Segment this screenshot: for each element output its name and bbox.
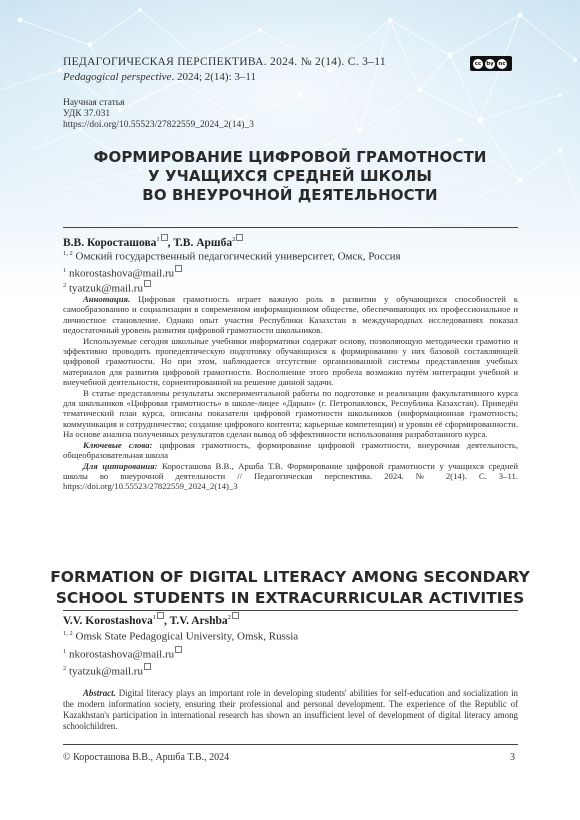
abstract-label: Аннотация. bbox=[83, 294, 131, 304]
article-title-ru bbox=[70, 148, 510, 205]
title-ru-line: У УЧАЩИХСЯ СРЕДНЕЙ ШКОЛЫ bbox=[148, 167, 432, 185]
external-link-icon[interactable] bbox=[175, 646, 182, 653]
external-link-icon[interactable] bbox=[144, 663, 151, 670]
udc-code: УДК 37.031 bbox=[63, 109, 111, 119]
author-separator: , bbox=[167, 236, 174, 249]
email-en-1 bbox=[63, 646, 182, 661]
author-sup: 2 bbox=[227, 614, 231, 621]
email-link[interactable]: nkorostashova@mail.ru bbox=[69, 648, 175, 661]
article-type: Научная статья bbox=[63, 98, 125, 108]
authors-en bbox=[63, 612, 239, 627]
author-name: V.V. Korostashova bbox=[63, 614, 153, 627]
abstract-ru bbox=[63, 294, 518, 492]
external-link-icon[interactable] bbox=[157, 612, 164, 619]
divider-top bbox=[63, 227, 518, 228]
title-en-line: SCHOOL STUDENTS IN EXTRACURRICULAR ACTIVITIES bbox=[55, 589, 525, 607]
affiliation-sup: 1, 2 bbox=[63, 630, 73, 637]
external-link-icon[interactable] bbox=[175, 265, 182, 272]
external-link-icon[interactable] bbox=[144, 280, 151, 287]
email-sup: 1 bbox=[63, 648, 67, 655]
author-sup: 1 bbox=[152, 614, 157, 621]
nc-icon: nc bbox=[498, 60, 506, 67]
affiliation-en bbox=[63, 630, 298, 643]
citation-paragraph bbox=[63, 461, 518, 492]
copyright-footer: © Коросташова В.В., Аршба Т.В., 2024 bbox=[63, 752, 230, 763]
cc-license-badge[interactable] bbox=[470, 56, 512, 71]
abstract-en bbox=[63, 688, 518, 732]
by-icon: by bbox=[486, 60, 494, 67]
journal-issue-en: . 2024; 2(14): 3–11 bbox=[171, 71, 256, 83]
title-ru-line: ВО ВНЕУРОЧНОЙ ДЕЯТЕЛЬНОСТИ bbox=[142, 186, 438, 204]
email-sup: 2 bbox=[63, 282, 67, 289]
title-ru-line: ФОРМИРОВАНИЕ ЦИФРОВОЙ ГРАМОТНОСТИ bbox=[93, 148, 487, 166]
email-link[interactable]: tyatzuk@mail.ru bbox=[69, 282, 143, 295]
doi-link[interactable]: https://doi.org/10.55523/27822559_2024_2(14)_3 bbox=[63, 120, 254, 130]
authors-ru bbox=[63, 234, 243, 249]
author-name: Т.В. Аршба bbox=[173, 236, 233, 249]
abstract-paragraph: Используемые сегодня школьные учебники информатики содержат основу, позволяющую методически грамотно и эффективно проводить пропедевтическую подготовку обучающихся к формированию у них базовой составляющей цифровой грамотности. Но при этом, наблюдается отсутствие организованной системы представления учебных материалов для развития цифровой грамотности. Восполнение этого пробела возможно путём интеграции учебной и внеучебной деятельности, сориентированной на решение данной задачи. bbox=[63, 335, 518, 388]
abstract-text: Digital literacy plays an important role in developing students' abilities for self-education and socialization in the modern information society, ensuring their professional and personal development. The experience of the Republic of Kazakhstan's participation in international research has shown an insufficient level of development of digital literacy among schoolchildren. bbox=[63, 688, 518, 731]
email-sup: 1 bbox=[63, 267, 67, 274]
keywords-paragraph bbox=[63, 440, 518, 461]
journal-header-ru: ПЕДАГОГИЧЕСКАЯ ПЕРСПЕКТИВА. 2024. № 2(14). С. 3–11 bbox=[63, 56, 386, 68]
email-link[interactable]: tyatzuk@mail.ru bbox=[69, 665, 143, 678]
keywords-label: Ключевые слова: bbox=[83, 439, 153, 450]
email-ru-2 bbox=[63, 280, 151, 295]
email-link[interactable]: nkorostashova@mail.ru bbox=[69, 267, 175, 280]
email-ru-1 bbox=[63, 265, 182, 280]
divider-footer bbox=[63, 744, 518, 745]
affiliation-text: Omsk State Pedagogical University, Omsk, Russia bbox=[75, 630, 299, 643]
author-separator: , bbox=[164, 614, 170, 627]
author-sup: 1 bbox=[156, 236, 160, 243]
affiliation-ru bbox=[63, 250, 401, 263]
email-en-2 bbox=[63, 663, 151, 678]
divider-en bbox=[63, 610, 518, 611]
author-name: T.V. Arshba bbox=[169, 614, 228, 627]
affiliation-text: Омский государственный педагогический университет, Омск, Россия bbox=[75, 250, 401, 263]
abstract-paragraph: В статье представлены результаты экспериментальной работы по подготовке и реализации факультативного курса для школьников «Цифровая грамотность» в школе-лицее «Дарын» (г. Петропавловск, Республика Казахстан). Приведён тематический план курса, описаны показатели цифровой грамотности школьников (информационная грамотность; коммуникация и сотрудничество; создание цифрового контента; карьерные компетенции) и уровни её сформированности. На основе анализа полученных результатов сделан вывод об эффективности использования разработанного курса. bbox=[63, 387, 518, 440]
journal-header-en bbox=[63, 71, 256, 83]
abstract-label: Abstract. bbox=[83, 688, 116, 698]
external-link-icon[interactable] bbox=[232, 612, 239, 619]
citation-text: Коросташова В.В., Аршба Т.В. Формирование цифровой грамотности у учащихся средней школы во внеурочной деятельности // Педагогическая перспектива. 2024. № 2(14). С. 3–11. https://doi.org/10.55523/27822559_2024_2(14)_3 bbox=[63, 460, 519, 492]
abstract-paragraph bbox=[63, 294, 518, 336]
page-number: 3 bbox=[510, 752, 515, 763]
abstract-text: Цифровая грамотность играет важную роль в развитии у обучающихся способностей к самообразованию и социализации в современном информационном обществе, обеспечивающих их профессиональное и личностное становление. Однако опыт участия Республики Казахстан в международных исследованиях показал недостаточный уровень развития цифровой грамотности школьников. bbox=[63, 294, 518, 336]
citation-label: Для цитирования: bbox=[83, 460, 158, 471]
title-en-line: FORMATION OF DIGITAL LITERACY AMONG SECONDARY bbox=[50, 568, 530, 586]
author-sup: 2 bbox=[232, 236, 236, 243]
cc-icon: cc bbox=[474, 60, 482, 67]
email-sup: 2 bbox=[63, 665, 67, 672]
external-link-icon[interactable] bbox=[161, 234, 168, 241]
journal-name-en: Pedagogical perspective bbox=[63, 71, 172, 83]
author-name: В.В. Коросташова bbox=[63, 236, 157, 249]
article-title-en bbox=[50, 567, 530, 609]
affiliation-sup: 1, 2 bbox=[63, 250, 73, 257]
keywords-text: цифровая грамотность, формирование цифровой грамотности, внеурочная деятельность, общеобразовательная школа bbox=[63, 439, 519, 461]
article-meta bbox=[63, 98, 254, 131]
external-link-icon[interactable] bbox=[236, 234, 243, 241]
